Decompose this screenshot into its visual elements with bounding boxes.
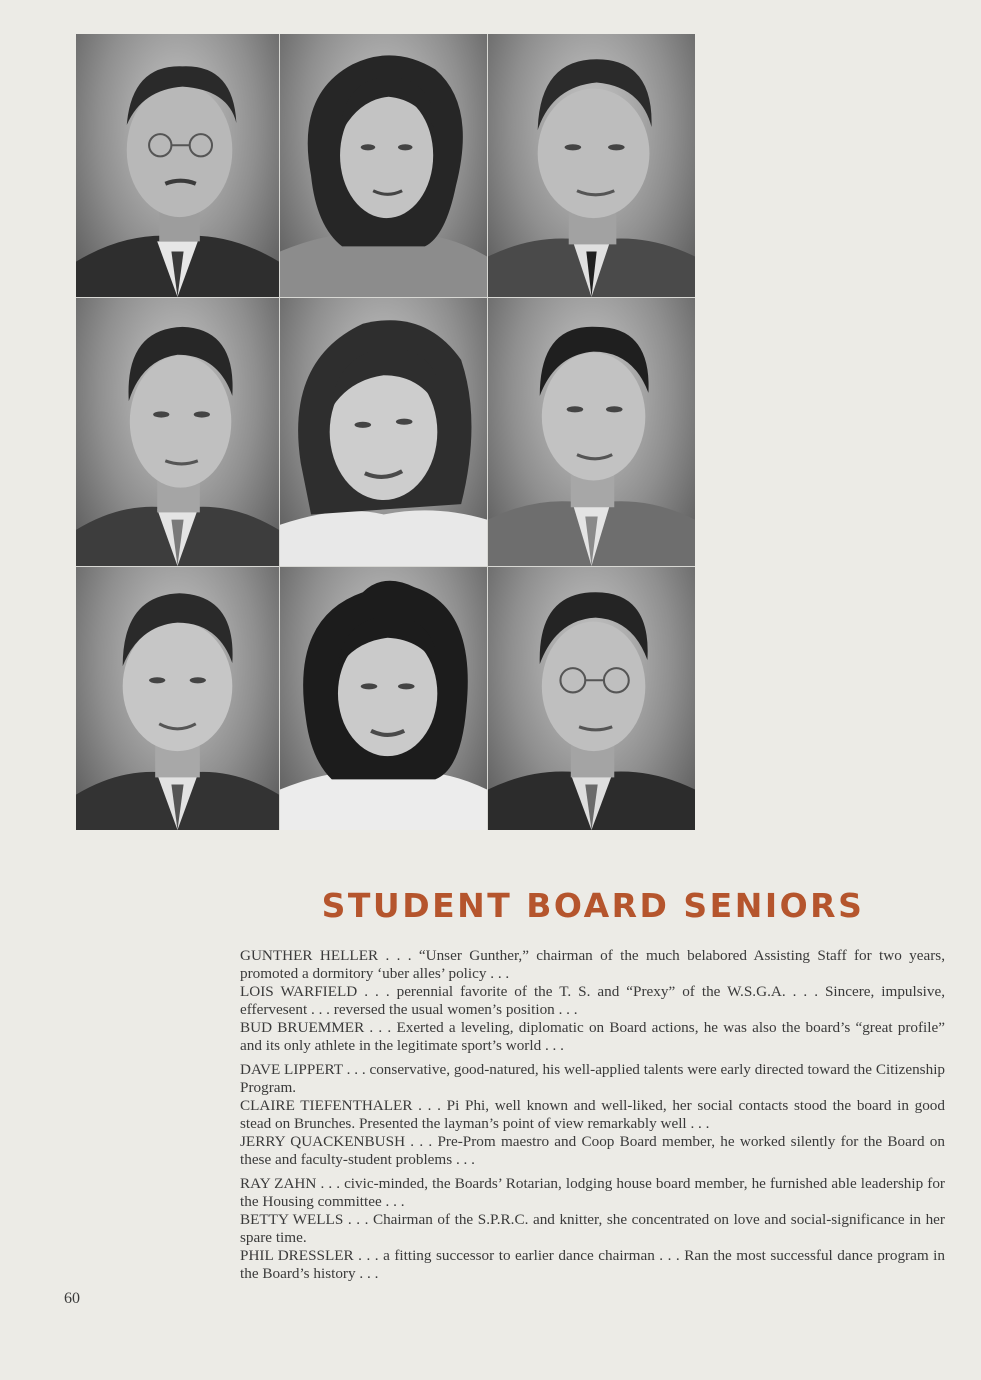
bio-text: . . . civic-minded, the Boards’ Rotarian, lodging house board member, he furnished able leadership for the Housing committee . . . (240, 1175, 945, 1210)
portrait-gunther-heller (76, 34, 279, 297)
page-title: STUDENT BOARD SENIORS (321, 886, 865, 925)
bio-name: DAVE LIPPERT (240, 1061, 343, 1078)
portrait-grid (76, 34, 695, 830)
bio-entry (240, 1097, 945, 1132)
bio-entry (240, 1211, 945, 1246)
bio-entry (240, 1019, 945, 1054)
bio-text: . . . “Unser Gunther,” chairman of the much belabored Assisting Staff for two years, promoted a dormitory ‘uber alles’ policy . . . (240, 947, 945, 982)
bio-entry (240, 1247, 945, 1282)
bio-text: . . . Pre-Prom maestro and Coop Board member, he worked silently for the Board on these and faculty-student problems . . . (240, 1133, 945, 1168)
bio-entry (240, 1175, 945, 1210)
portrait-lois-warfield (280, 34, 487, 297)
bio-name: RAY ZAHN (240, 1175, 317, 1192)
bio-text: . . . perennial favorite of the T. S. and “Prexy” of the W.S.G.A. . . . Sincere, impulsive, effervesent . . . reversed the usual women’s position . . . (240, 983, 946, 1018)
bio-name: GUNTHER HELLER (240, 947, 379, 964)
bio-entry (240, 1061, 945, 1096)
bio-name: JERRY QUACKENBUSH (240, 1133, 406, 1150)
bio-name: CLAIRE TIEFENTHALER (240, 1097, 413, 1114)
bio-name: BUD BRUEMMER (240, 1019, 365, 1036)
portrait-ray-zahn (76, 567, 279, 830)
page-number: 60 (64, 1290, 80, 1307)
bio-text: . . . a fitting successor to earlier dance chairman . . . Ran the most successful dance program in the Board’s history . . . (240, 1247, 945, 1282)
bio-text: . . . Pi Phi, well known and well-liked, her social contacts stood the board in good stead on Brunches. Presented the layman’s point of view remarkably well . . . (240, 1097, 945, 1132)
portrait-bud-bruemmer (488, 34, 695, 297)
portrait-betty-wells (280, 567, 487, 830)
bio-entry (240, 947, 945, 982)
bio-entry (240, 983, 945, 1018)
bio-entry (240, 1133, 945, 1168)
portrait-claire-tiefenthaler (280, 298, 487, 566)
portrait-jerry-quackenbush (488, 298, 695, 566)
portrait-phil-dressler (488, 567, 695, 830)
bio-list (240, 947, 945, 1283)
bio-name: PHIL DRESSLER (240, 1247, 354, 1264)
bio-text: . . . conservative, good-natured, his well-applied talents were early directed toward the Citizenship Program. (240, 1061, 946, 1096)
bio-name: BETTY WELLS (240, 1211, 344, 1228)
portrait-dave-lippert (76, 298, 279, 566)
bio-text: . . . Chairman of the S.P.R.C. and knitter, she concentrated on love and social-significance in her spare time. (240, 1211, 945, 1246)
bio-text: . . . Exerted a leveling, diplomatic on Board actions, he was also the board’s “great profile” and its only athlete in the legitimate sport’s world . . . (240, 1019, 945, 1054)
bio-name: LOIS WARFIELD (240, 983, 358, 1000)
